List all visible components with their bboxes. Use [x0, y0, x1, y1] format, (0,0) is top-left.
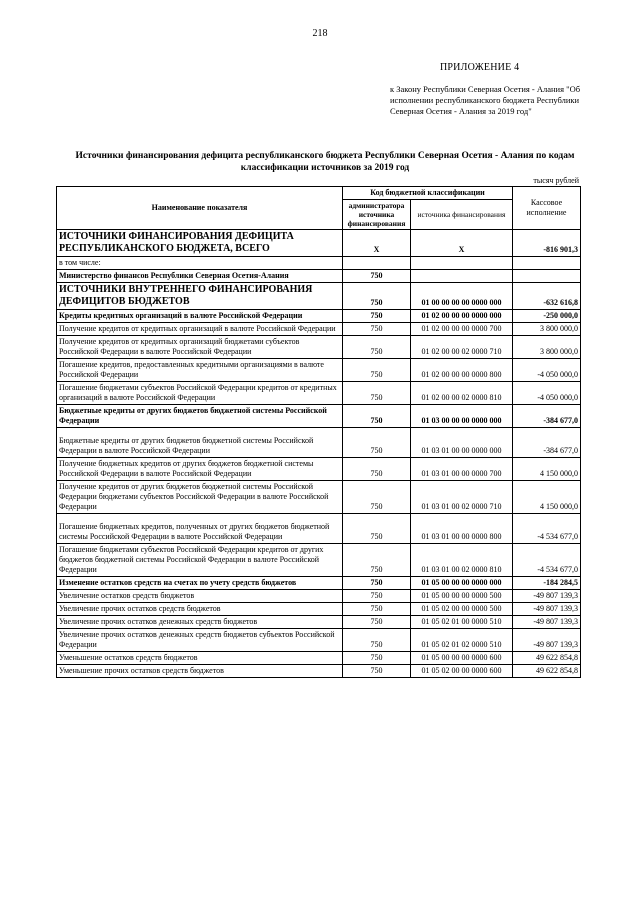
row-code-cell: 01 03 01 00 02 0000 810 — [411, 544, 513, 577]
row-name-cell: Увеличение прочих остатков денежных средств бюджетов — [57, 616, 343, 629]
row-amount-cell: -49 807 139,3 — [513, 590, 581, 603]
row-admin-cell: 750 — [343, 323, 411, 336]
row-amount-cell: -49 807 139,3 — [513, 616, 581, 629]
row-code-cell: 01 03 01 00 02 0000 710 — [411, 481, 513, 514]
table-row — [57, 481, 581, 514]
row-amount-cell: 3 800 000,0 — [513, 336, 581, 359]
row-name-cell: Погашение бюджетных кредитов, полученных от других бюджетов бюджетной системы Российской Федерации в валюте Российской Федерации — [57, 514, 343, 544]
row-name-cell: Погашение кредитов, предоставленных кредитными организациями в валюте Российской Федерации — [57, 359, 343, 382]
row-admin-cell: 750 — [343, 629, 411, 652]
row-name-cell: Погашение бюджетами субъектов Российской Федерации кредитов от кредитных организаций в валюте Российской Федерации — [57, 382, 343, 405]
row-amount-cell: -384 677,0 — [513, 428, 581, 458]
row-amount-cell: -250 000,0 — [513, 310, 581, 323]
row-code-cell: 01 05 00 00 00 0000 500 — [411, 590, 513, 603]
row-name-cell: Уменьшение прочих остатков средств бюджетов — [57, 665, 343, 678]
table-row — [57, 603, 581, 616]
row-admin-cell: 750 — [343, 665, 411, 678]
table-row — [57, 310, 581, 323]
table-body — [57, 230, 581, 678]
table-row — [57, 336, 581, 359]
row-amount-cell: -49 807 139,3 — [513, 603, 581, 616]
row-admin-cell: 750 — [343, 577, 411, 590]
row-admin-cell: 750 — [343, 359, 411, 382]
row-admin-cell: 750 — [343, 481, 411, 514]
table-row — [57, 359, 581, 382]
row-admin-cell: 750 — [343, 544, 411, 577]
row-amount-cell — [513, 270, 581, 283]
row-name-cell: Увеличение прочих остатков денежных средств бюджетов субъектов Российской Федерации — [57, 629, 343, 652]
row-admin-cell: 750 — [343, 514, 411, 544]
row-admin-cell: 750 — [343, 603, 411, 616]
row-admin-cell: 750 — [343, 283, 411, 310]
row-code-cell — [411, 257, 513, 270]
row-code-cell — [411, 270, 513, 283]
table-row — [57, 257, 581, 270]
header-name: Наименование показателя — [57, 187, 343, 230]
row-admin-cell: 750 — [343, 270, 411, 283]
row-admin-cell: 750 — [343, 405, 411, 428]
row-code-cell: 01 05 02 00 00 0000 500 — [411, 603, 513, 616]
row-code-cell: 01 03 00 00 00 0000 000 — [411, 405, 513, 428]
table-row — [57, 405, 581, 428]
row-amount-cell: 49 622 854,8 — [513, 652, 581, 665]
table-row — [57, 629, 581, 652]
table-row — [57, 230, 581, 257]
table-row — [57, 283, 581, 310]
table-row — [57, 323, 581, 336]
page-number: 218 — [312, 28, 328, 39]
row-name-cell: в том числе: — [57, 257, 343, 270]
row-code-cell: 01 00 00 00 00 0000 000 — [411, 283, 513, 310]
row-code-cell: X — [411, 230, 513, 257]
row-name-cell: Кредиты кредитных организаций в валюте Российской Федерации — [57, 310, 343, 323]
header-amount: Кассовое исполнение — [513, 187, 581, 230]
row-name-cell: ИСТОЧНИКИ ФИНАНСИРОВАНИЯ ДЕФИЦИТА РЕСПУБЛИКАНСКОГО БЮДЖЕТА, ВСЕГО — [57, 230, 343, 257]
row-admin-cell — [343, 257, 411, 270]
header-source: источника финансирования — [411, 200, 513, 230]
law-reference: к Закону Республики Северная Осетия - Алания "Об исполнении республиканского бюджета Республики Северная Осетия - Алания за 2019 год" — [390, 84, 581, 116]
table-row — [57, 514, 581, 544]
row-code-cell: 01 05 02 00 00 0000 600 — [411, 665, 513, 678]
table-row — [57, 458, 581, 481]
row-amount-cell: 49 622 854,8 — [513, 665, 581, 678]
appendix-label: ПРИЛОЖЕНИЕ 4 — [440, 62, 520, 73]
table-row — [57, 665, 581, 678]
row-admin-cell: 750 — [343, 310, 411, 323]
row-code-cell: 01 05 02 01 00 0000 510 — [411, 616, 513, 629]
row-admin-cell: 750 — [343, 428, 411, 458]
row-amount-cell: -4 050 000,0 — [513, 382, 581, 405]
table-row — [57, 590, 581, 603]
row-name-cell: Получение кредитов от других бюджетов бюджетной системы Российской Федерации бюджетами субъектов Российской Федерации в валюте Российской Федерации — [57, 481, 343, 514]
row-code-cell: 01 02 00 00 02 0000 810 — [411, 382, 513, 405]
row-admin-cell: X — [343, 230, 411, 257]
row-name-cell: Получение кредитов от кредитных организаций в валюте Российской Федерации — [57, 323, 343, 336]
financing-sources-table — [56, 186, 581, 678]
row-code-cell: 01 03 01 00 00 0000 800 — [411, 514, 513, 544]
table-row — [57, 270, 581, 283]
row-amount-cell: -184 284,5 — [513, 577, 581, 590]
row-name-cell: Увеличение остатков средств бюджетов — [57, 590, 343, 603]
row-name-cell: Уменьшение остатков средств бюджетов — [57, 652, 343, 665]
row-amount-cell — [513, 257, 581, 270]
header-admin: администратора источника финансирования — [343, 200, 411, 230]
row-code-cell: 01 02 00 00 00 0000 800 — [411, 359, 513, 382]
row-name-cell: ИСТОЧНИКИ ВНУТРЕННЕГО ФИНАНСИРОВАНИЯ ДЕФИЦИТОВ БЮДЖЕТОВ — [57, 283, 343, 310]
row-name-cell: Изменение остатков средств на счетах по учету средств бюджетов — [57, 577, 343, 590]
row-code-cell: 01 05 02 01 02 0000 510 — [411, 629, 513, 652]
row-name-cell: Получение кредитов от кредитных организаций бюджетами субъектов Российской Федерации в валюте Российской Федерации — [57, 336, 343, 359]
row-admin-cell: 750 — [343, 652, 411, 665]
row-amount-cell: -49 807 139,3 — [513, 629, 581, 652]
row-name-cell: Бюджетные кредиты от других бюджетов бюджетной системы Российской Федерации в валюте Российской Федерации — [57, 428, 343, 458]
row-code-cell: 01 02 00 00 00 0000 700 — [411, 323, 513, 336]
table-row — [57, 428, 581, 458]
table-header-row — [57, 187, 581, 200]
units-label: тысяч рублей — [533, 176, 579, 185]
row-code-cell: 01 03 01 00 00 0000 000 — [411, 428, 513, 458]
table-row — [57, 652, 581, 665]
row-name-cell: Увеличение прочих остатков средств бюджетов — [57, 603, 343, 616]
row-admin-cell: 750 — [343, 336, 411, 359]
row-amount-cell: -816 901,3 — [513, 230, 581, 257]
row-admin-cell: 750 — [343, 590, 411, 603]
row-amount-cell: -4 050 000,0 — [513, 359, 581, 382]
row-name-cell: Получение бюджетных кредитов от других бюджетов бюджетной системы Российской Федерации в валюте Российской Федерации — [57, 458, 343, 481]
row-amount-cell: -4 534 677,0 — [513, 544, 581, 577]
row-name-cell: Погашение бюджетами субъектов Российской Федерации кредитов от других бюджетов бюджетной системы Российской Федерации в валюте Российской Федерации — [57, 544, 343, 577]
row-name-cell: Министерство финансов Республики Северная Осетия-Алания — [57, 270, 343, 283]
table-row — [57, 616, 581, 629]
row-code-cell: 01 05 00 00 00 0000 600 — [411, 652, 513, 665]
row-amount-cell: 4 150 000,0 — [513, 458, 581, 481]
row-code-cell: 01 05 00 00 00 0000 000 — [411, 577, 513, 590]
row-amount-cell: -384 677,0 — [513, 405, 581, 428]
row-code-cell: 01 03 01 00 00 0000 700 — [411, 458, 513, 481]
row-amount-cell: -4 534 677,0 — [513, 514, 581, 544]
table-row — [57, 544, 581, 577]
row-amount-cell: 3 800 000,0 — [513, 323, 581, 336]
header-code-group: Код бюджетной классификации — [343, 187, 513, 200]
table-row — [57, 382, 581, 405]
row-amount-cell: -632 616,8 — [513, 283, 581, 310]
row-code-cell: 01 02 00 00 02 0000 710 — [411, 336, 513, 359]
row-admin-cell: 750 — [343, 382, 411, 405]
row-name-cell: Бюджетные кредиты от других бюджетов бюджетной системы Российской Федерации — [57, 405, 343, 428]
table-row — [57, 577, 581, 590]
document-title: Источники финансирования дефицита республиканского бюджета Республики Северная Осетия - Алания по кодам классификации источников за 2019 год — [75, 151, 575, 173]
row-admin-cell: 750 — [343, 458, 411, 481]
row-admin-cell: 750 — [343, 616, 411, 629]
row-code-cell: 01 02 00 00 00 0000 000 — [411, 310, 513, 323]
row-amount-cell: 4 150 000,0 — [513, 481, 581, 514]
